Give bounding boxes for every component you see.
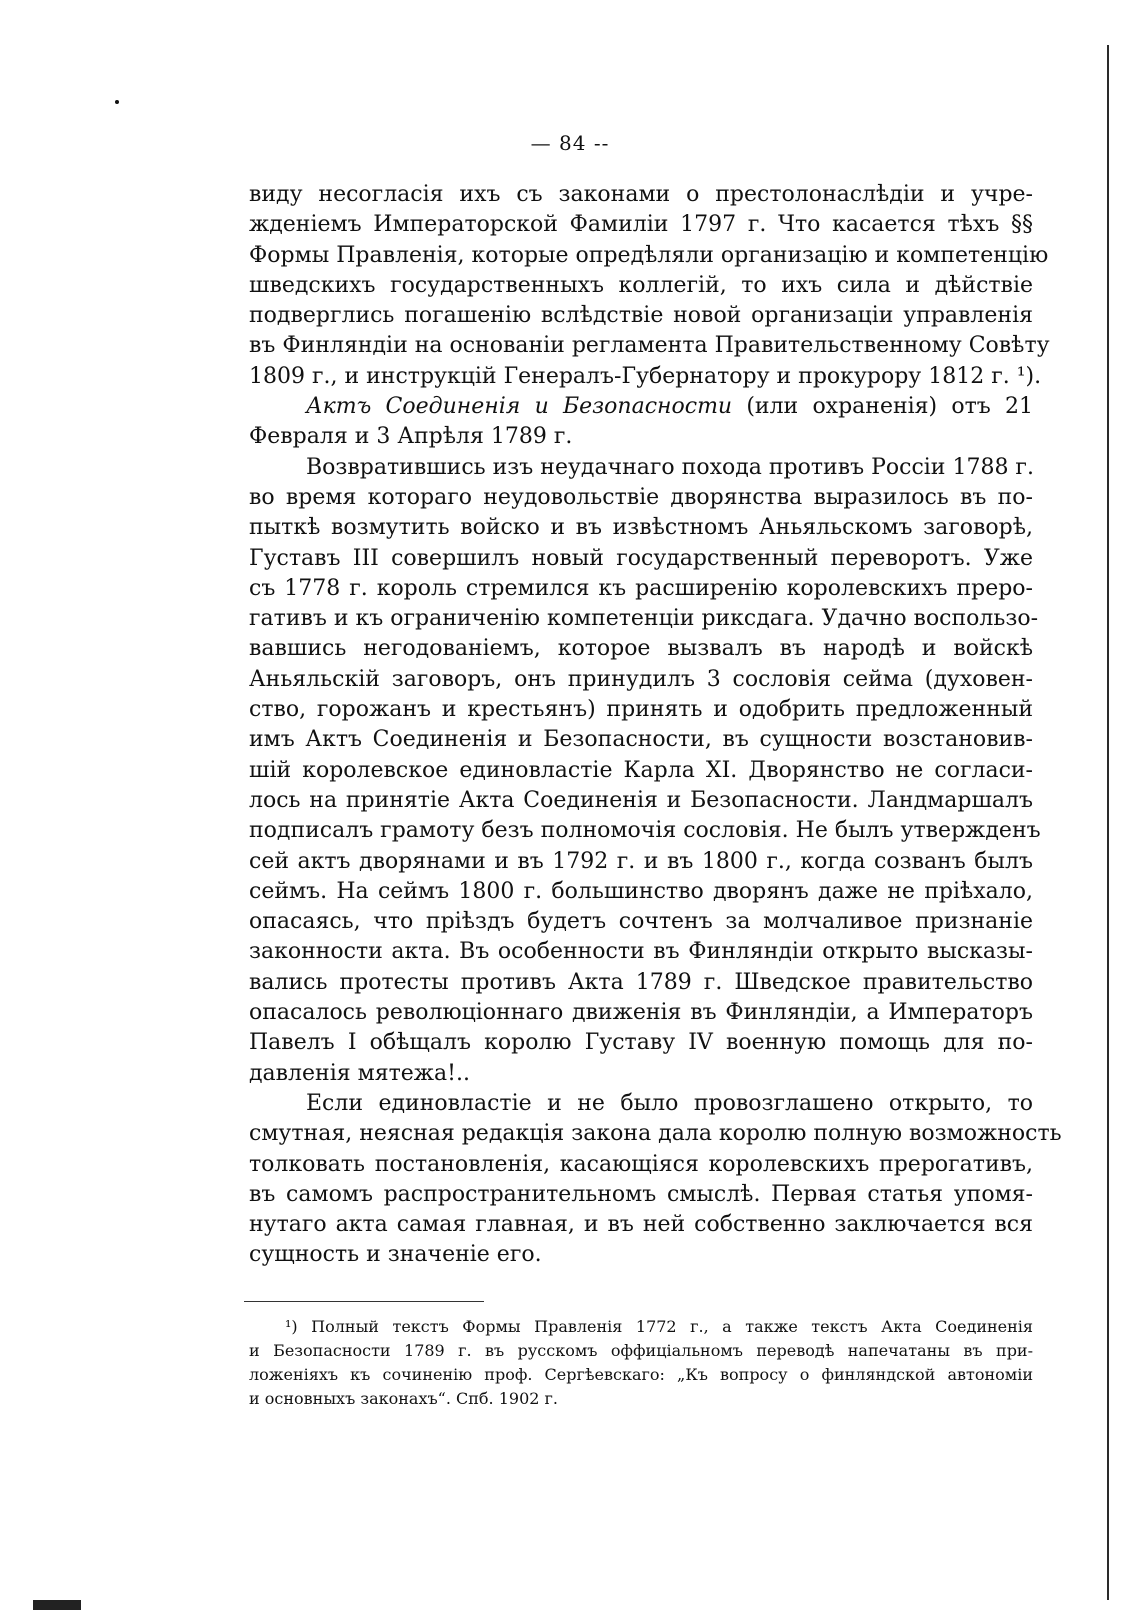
body-text <box>249 180 1062 1271</box>
text-line: имъ Актъ Соединенія и Безопасности, въ сущности возстановив- <box>249 727 1033 753</box>
page-number: — 84 -- <box>530 131 610 155</box>
text-line: опасалось революціоннаго движенія въ Финляндіи, а Императоръ <box>249 1000 1033 1026</box>
text-line: сей актъ дворянами и въ 1792 г. и въ 1800 г., когда созванъ былъ <box>249 848 1033 874</box>
text-line: гативъ и къ ограниченію компетенціи риксдага. Удачно воспользо- <box>249 606 1039 632</box>
text-line: виду несогласія ихъ съ законами о престолонаслѣдіи и учре- <box>249 182 1033 207</box>
text-line: Возвратившись изъ неудачнаго похода противъ Россіи 1788 г. <box>306 454 1034 480</box>
footnote-line: ¹) Полный текстъ Формы Правленія 1772 г., а также текстъ Акта Соединенія <box>285 1317 1033 1336</box>
text-line: во время котораго неудовольствіе дворянства выразилось въ по- <box>249 484 1033 510</box>
text-line: Если единовластіе и не было провозглашено открыто, то <box>306 1090 1033 1116</box>
speck-mark <box>115 100 119 104</box>
text-line: лось на принятіе Акта Соединенія и Безопасности. Ландмаршалъ <box>249 787 1033 813</box>
text-line: Густавъ III совершилъ новый государственный переворотъ. Уже <box>249 545 1033 571</box>
scan-edge-mark <box>33 1600 81 1610</box>
text-line: смутная, неясная редакція закона дала королю полную возможность <box>249 1121 1062 1147</box>
text-line: въ самомъ распространительномъ смыслѣ. Первая статья упомя- <box>249 1181 1033 1207</box>
text-line: сеймъ. На сеймъ 1800 г. большинство дворянъ даже не пріѣхало, <box>249 878 1033 904</box>
text-line: Аньяльскій заговоръ, онъ принудилъ 3 сословія сейма (духовен- <box>249 666 1033 692</box>
footnote-divider <box>244 1301 484 1302</box>
text-line: подверглись погашенію вслѣдствіе новой организаціи управленія <box>249 303 1033 329</box>
footnote-line: и основныхъ законахъ“. Спб. 1902 г. <box>249 1389 558 1408</box>
footnote <box>249 1315 1033 1411</box>
text-line: ство, горожанъ и крестьянъ) принять и одобрить предложенный <box>249 697 1033 723</box>
text-line: пыткѣ возмутить войско и въ извѣстномъ Аньяльскомъ заговорѣ, <box>249 515 1033 541</box>
section-title: Актъ Соединенія и Безопасности <box>306 394 733 420</box>
text-line: шведскихъ государственныхъ коллегій, то ихъ сила и дѣйствіе <box>249 272 1033 298</box>
text-line: 1809 г., и инструкцій Генералъ-Губернатору и прокурору 1812 г. ¹). <box>249 363 1042 389</box>
text-fragment: (или охраненія) отъ 21 <box>732 394 1033 420</box>
page-edge-line <box>1107 45 1109 1600</box>
footnote-line: ложеніяхъ къ сочиненію проф. Сергѣевскаго: „Къ вопросу о финляндской автономіи <box>249 1365 1033 1384</box>
text-line: нутаго акта самая главная, и въ ней собственно заключается вся <box>249 1212 1033 1238</box>
text-line: опасаясь, что пріѣздъ будетъ сочтенъ за молчаливое признаніе <box>249 909 1033 935</box>
text-line: вались протесты противъ Акта 1789 г. Шведское правительство <box>249 969 1033 995</box>
text-line: законности акта. Въ особенности въ Финляндіи открыто высказы- <box>249 939 1033 965</box>
text-line: Февраля и 3 Апрѣля 1789 г. <box>249 424 573 450</box>
text-line: въ Финляндіи на основаніи регламента Правительственному Совѣту <box>249 333 1050 359</box>
section-heading-line <box>249 392 1033 422</box>
text-line: давленія мятежа!.. <box>249 1060 470 1086</box>
text-line: подписалъ грамоту безъ полномочія сословія. Не былъ утвержденъ <box>249 818 1041 844</box>
text-line: вавшись негодованіемъ, которое вызвалъ въ народѣ и войскѣ <box>249 636 1033 662</box>
text-line: шій королевское единовластіе Карла XI. Дворянство не согласи- <box>249 757 1033 783</box>
text-line: Формы Правленія, которые опредѣляли организацію и компетенцію <box>249 242 1049 268</box>
text-line: сущность и значеніе его. <box>249 1242 542 1268</box>
text-line: съ 1778 г. король стремился къ расширенію королевскихъ преро- <box>249 575 1033 601</box>
text-line: жденіемъ Императорской Фамиліи 1797 г. Что касается тѣхъ §§ <box>249 212 1033 238</box>
footnote-line: и Безопасности 1789 г. въ русскомъ оффиціальномъ переводѣ напечатаны въ при- <box>249 1341 1033 1360</box>
text-line: Павелъ I обѣщалъ королю Густаву IV военную помощь для по- <box>249 1030 1033 1056</box>
text-line: толковать постановленія, касающіяся королевскихъ прерогативъ, <box>249 1151 1033 1177</box>
